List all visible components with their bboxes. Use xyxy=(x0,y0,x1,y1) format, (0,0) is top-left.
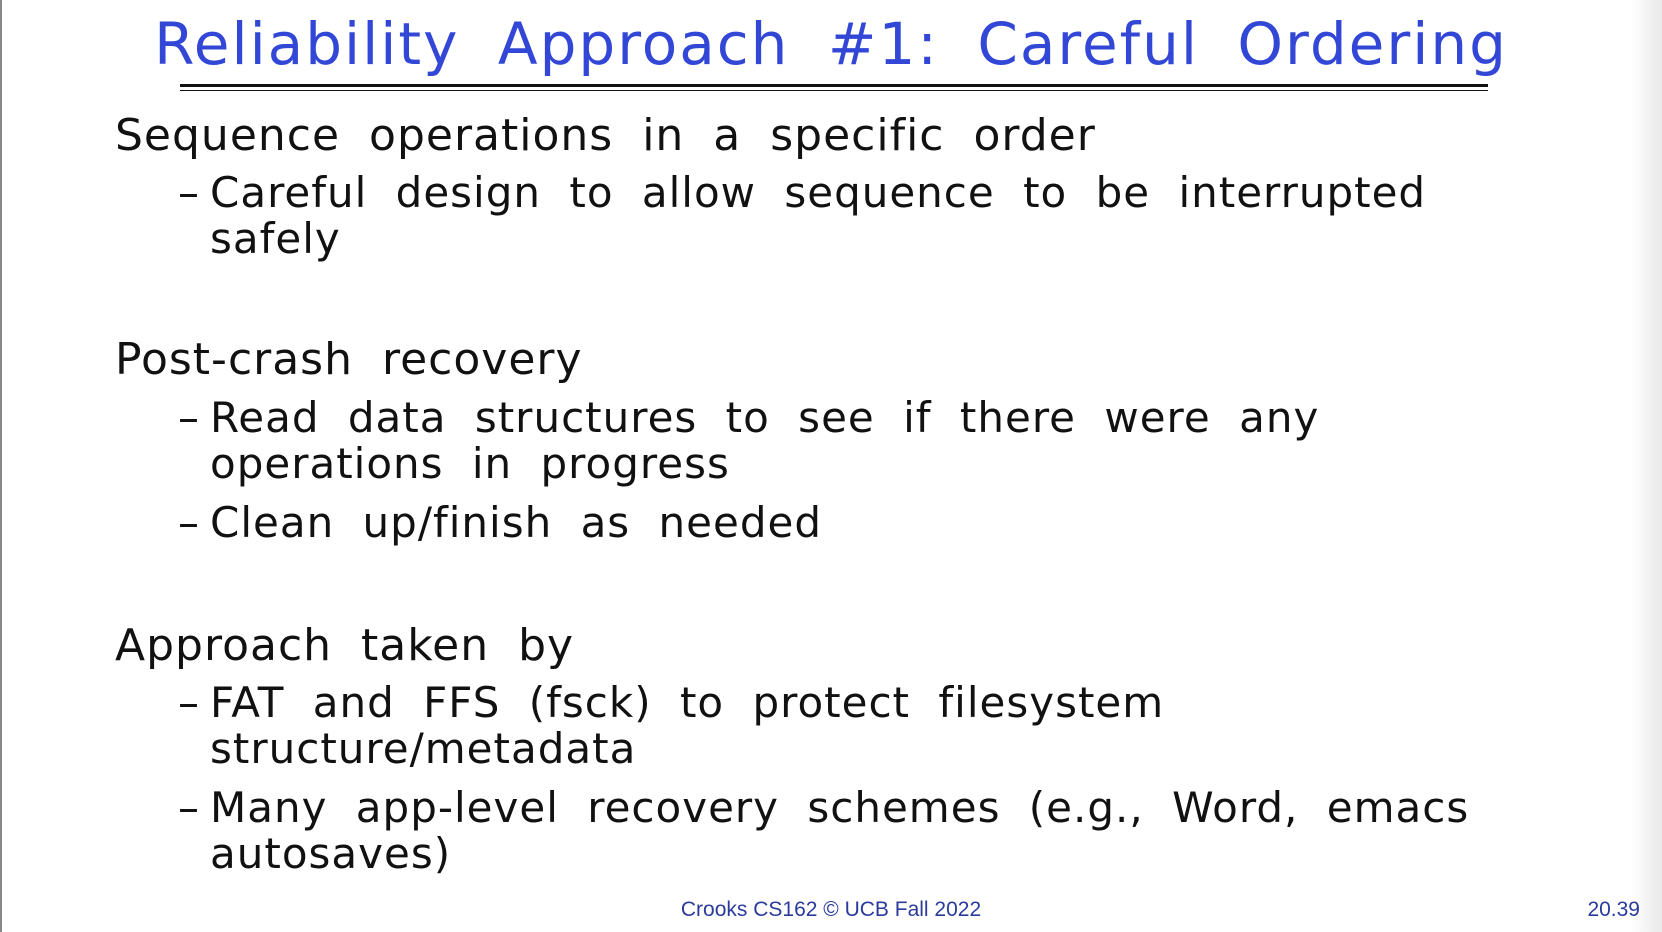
list-item-text: Careful design to allow sequence to be interrupted safely xyxy=(210,168,1427,263)
list-item xyxy=(178,785,1578,877)
dash-marker: – xyxy=(178,498,200,547)
section-heading-approach: Approach taken by xyxy=(115,620,575,671)
list-item-text: FAT and FFS (fsck) to protect filesystem structure/metadata xyxy=(210,678,1165,773)
dash-marker: – xyxy=(178,783,200,832)
dash-marker: – xyxy=(178,168,200,217)
list-item-text: Clean up/finish as needed xyxy=(210,498,822,547)
list-item-text: Read data structures to see if there were any operations in progress xyxy=(210,393,1320,488)
list-item xyxy=(178,500,1538,546)
list-item xyxy=(178,170,1518,262)
dash-marker: – xyxy=(178,678,200,727)
list-item xyxy=(178,395,1428,487)
dash-marker: – xyxy=(178,393,200,442)
list-item-text: Many app-level recovery schemes (e.g., Word, emacs autosaves) xyxy=(210,783,1470,878)
page-number: 20.39 xyxy=(1587,898,1640,921)
slide-title: Reliability Approach #1: Careful Ordering xyxy=(154,10,1508,78)
section-heading-post-crash: Post-crash recovery xyxy=(115,334,583,385)
slide-footer: Crooks CS162 © UCB Fall 2022 xyxy=(680,898,982,921)
section-heading-sequence: Sequence operations in a specific order xyxy=(115,110,1096,161)
list-item xyxy=(178,680,1298,772)
